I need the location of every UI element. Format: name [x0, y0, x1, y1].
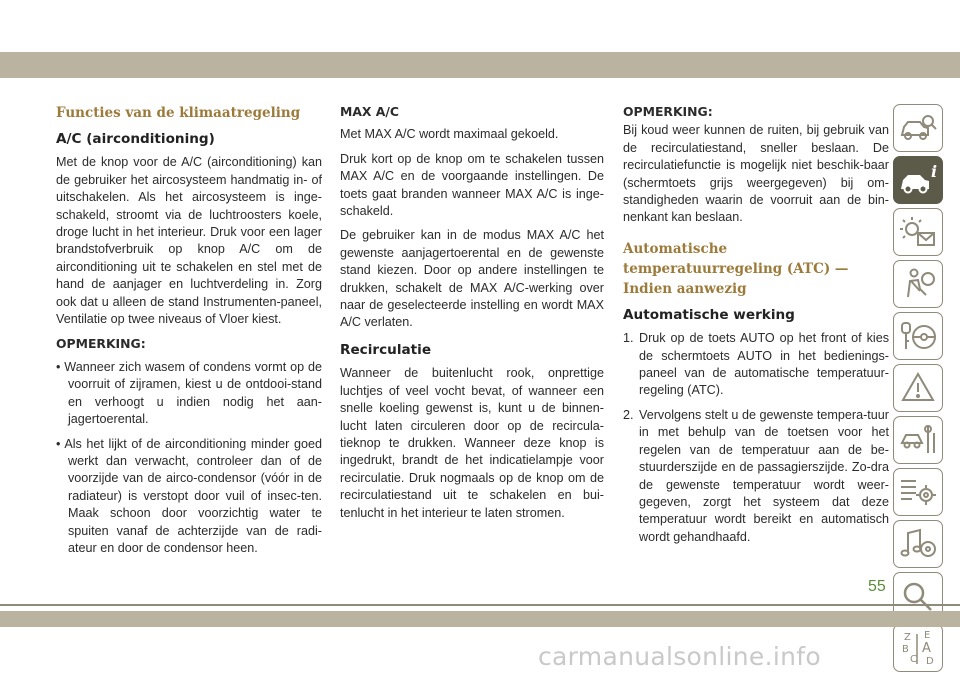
airbag-seatbelt-icon — [898, 267, 938, 301]
tab-specifications[interactable] — [893, 468, 943, 516]
max-ac-heading: MAX A/C — [340, 104, 399, 119]
note-label: OPMERKING: — [56, 336, 146, 352]
multimedia-music-icon — [898, 527, 938, 561]
ac-heading: A/C (airconditioning) — [56, 131, 215, 147]
tab-safety[interactable] — [893, 260, 943, 308]
column-middle — [340, 103, 604, 529]
bullet-item: • Wanneer zich wasem of condens vormt op de voorruit of zijramen, kiest u de ontdooi-stand en verhoogt u indien nodig het aan-jagertoerental. — [56, 359, 322, 427]
tab-starting[interactable] — [893, 312, 943, 360]
svg-text:i: i — [931, 163, 938, 181]
svg-text:C: C — [910, 654, 917, 665]
note-label: OPMERKING: — [623, 104, 713, 119]
tab-warning-lights[interactable] — [893, 208, 943, 256]
step-item — [623, 330, 889, 400]
page-number: 55 — [868, 578, 886, 595]
column-right — [623, 103, 889, 553]
tab-multimedia[interactable] — [893, 520, 943, 568]
step-item — [623, 407, 889, 546]
svg-text:D: D — [926, 656, 934, 667]
note-paragraph: Bij koud weer kunnen de ruiten, bij gebruik van de recirculatiestand, sneller beslaan. De recirculatiefunctie is mogelijk niet beschik-baar (schermtoets grijs weergegeven) bij om-standigheden waarin de voorruit aan de bin-nenkant kan beslaan. — [623, 123, 889, 225]
alphabet-index-icon — [898, 628, 938, 668]
tab-alphabetical-index[interactable] — [893, 624, 943, 672]
warning-triangle-car-icon — [898, 371, 938, 405]
car-search-icon — [898, 111, 938, 145]
index-search-icon — [898, 579, 938, 613]
maintenance-tools-icon — [898, 423, 938, 457]
atc-section-title: Automatische temperatuurregeling (ATC) — Indien aanwezig — [623, 240, 849, 297]
key-steering-wheel-icon — [898, 319, 938, 353]
svg-text:Z: Z — [904, 632, 911, 643]
tab-maintenance[interactable] — [893, 416, 943, 464]
top-margin — [0, 0, 960, 44]
step-text: Vervolgens stelt u de gewenste tempera-tuur in met behulp van de toetsen voor het regelen van de temperatuur aan de be-stuurderszijde en de passagierszijde. Zo-dra de gewenste temperatuur wordt weer-gegeven, zorgt het systeem dat deze temperatuur wordt bereikt en automatisch wordt gehandhaafd. — [639, 407, 889, 544]
svg-text:A: A — [922, 641, 931, 656]
car-info-icon — [898, 163, 938, 197]
step-number: 2. — [623, 407, 634, 422]
bullet-item: • Als het lijkt of de airconditioning minder goed werkt dan verwacht, controleer dan of de voorzijde van de airco-condensor (vóór in de radiateur) is verstopt door vuil of insec-ten. Maak schoon door voorzichtig water te spuiten vanaf de achterzijde van de radi-ateur en door de condensor heen. — [56, 436, 322, 555]
header-band — [0, 52, 960, 78]
watermark: carmanualsonline.info — [538, 642, 821, 671]
footer-band — [0, 611, 960, 627]
recirculation-heading: Recirculatie — [340, 341, 432, 358]
step-number: 1. — [623, 331, 634, 346]
specifications-gear-icon — [898, 475, 938, 509]
tab-car-info[interactable] — [893, 156, 943, 204]
tab-car-search[interactable] — [893, 104, 943, 152]
max-ac-paragraph: Met MAX A/C wordt maximaal gekoeld. — [340, 127, 559, 142]
tab-emergency[interactable] — [893, 364, 943, 412]
max-ac-paragraph: Druk kort op de knop om te schakelen tussen MAX A/C en de voorgaande instellingen. De toets gaat branden wanneer MAX A/C is inge-schakeld. — [340, 151, 604, 219]
warning-lights-message-icon — [898, 215, 938, 249]
recirculation-paragraph: Wanneer de buitenlucht rook, onprettige luchtjes of veel vocht bevat, of wanneer een snelle koeling gewenst is, kunt u de binnen-lucht laten circuleren door op de recircula-tieknop te drukken. Wanneer deze knop is ingedrukt, brandt de het indicatielampje voor recirculatie. Druk nogmaals op de knop om de recirculatiestand uit te schakelen en bui-tenlucht in het interieur te laten stromen. — [340, 366, 604, 520]
chapter-tabs — [893, 104, 943, 676]
svg-text:B: B — [902, 644, 909, 655]
section-title: Functies van de klimaatregeling — [56, 105, 301, 121]
svg-text:E: E — [924, 630, 931, 641]
auto-operation-heading: Automatische werking — [623, 306, 795, 323]
footer-rule — [0, 604, 960, 606]
column-left — [56, 103, 322, 564]
max-ac-paragraph: De gebruiker kan in de modus MAX A/C het gewenste aanjagertoerental en de gewenste stand kiezen. Door op andere instellingen te drukken, schakelt de MAX A/C-werking over naar de geselecteerde instelling en wordt MAX A/C verlaten. — [340, 228, 604, 330]
step-text: Druk op de toets AUTO op het front of kies de schermtoets AUTO in het bedienings-paneel van de automatische temperatuur-regeling (ATC). — [639, 331, 889, 398]
ac-paragraph: Met de knop voor de A/C (airconditioning) kan de gebruiker het aircosysteem handmatig in- of uitschakelen. Als het aircosysteem is inge-schakeld, stroomt via de luchtroosters koele, droge lucht in het interieur. Druk voor een lager brandstofverbruik op knop A/C om de airconditioning uit te schakelen en stel met de hand de aanjager en luchtverdeling in. Zorg ook dat u alleen de stand Instrumenten-paneel, Ventilatie op twee niveaus of Vloer kiest. — [56, 155, 322, 327]
